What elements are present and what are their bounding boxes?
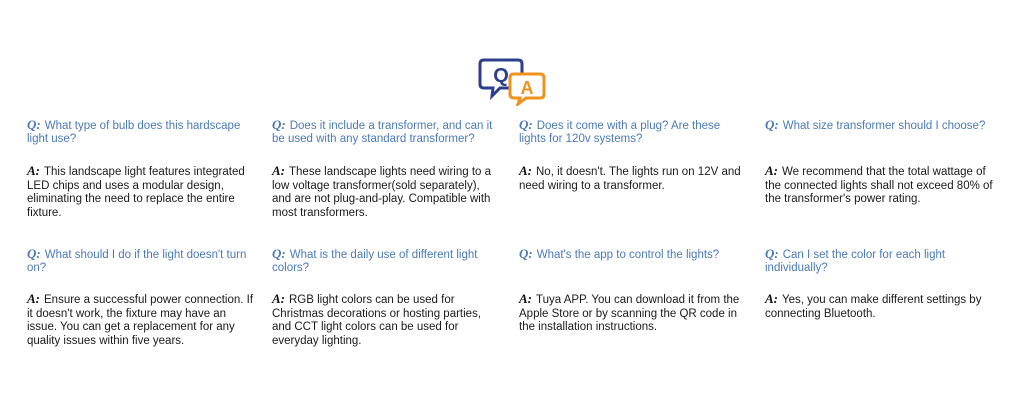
question-marker: Q: (27, 246, 41, 261)
faq-item-2 (272, 118, 500, 218)
faq-answer (272, 292, 500, 348)
faq-question (765, 118, 993, 133)
faq-question (519, 247, 747, 262)
faq-answer (765, 292, 993, 321)
answer-text: RGB light colors can be used for Christmas decorations or hosting parties, and CCT light colors can be used for everyday lighting. (272, 294, 482, 347)
faq-answer (519, 292, 747, 335)
question-marker: Q: (272, 246, 286, 261)
answer-marker: A: (27, 163, 40, 178)
qa-speech-bubbles-icon (478, 56, 548, 106)
logo-q-letter: Q (493, 65, 509, 87)
answer-text: No, it doesn't. The lights run on 12V and need wiring to a transformer. (519, 166, 741, 192)
question-marker: Q: (765, 246, 779, 261)
faq-question (272, 118, 500, 146)
answer-text: This landscape light features integrated LED chips and uses a modular design, eliminating the need to replace the entire fixture. (27, 166, 245, 219)
question-marker: Q: (519, 117, 533, 132)
answer-text: Tuya APP. You can download it from the Apple Store or by scanning the QR code in the installation instructions. (519, 294, 740, 333)
faq-question (27, 118, 255, 146)
question-text: What is the daily use of different light colors? (272, 249, 478, 274)
faq-question (272, 247, 500, 275)
question-text: Does it include a transformer, and can it be used with any standard transformer? (272, 120, 493, 145)
question-text: Does it come with a plug? Are these lights for 120v systems? (519, 120, 721, 145)
faq-answer (519, 164, 747, 193)
faq-question (519, 118, 747, 146)
question-marker: Q: (765, 117, 779, 132)
answer-text: These landscape lights need wiring to a low voltage transformer(sold separately), and are not plug-and-play. Compatible with most transformers. (272, 166, 492, 219)
answer-marker: A: (765, 163, 778, 178)
faq-answer (272, 164, 500, 220)
question-text: What type of bulb does this hardscape light use? (27, 120, 241, 145)
answer-marker: A: (519, 163, 532, 178)
answer-marker: A: (519, 291, 532, 306)
question-text: What's the app to control the lights? (536, 249, 720, 261)
question-marker: Q: (519, 246, 533, 261)
faq-answer (27, 164, 255, 220)
answer-text: We recommend that the total wattage of the connected lights shall not exceed 80% of the transformer's power rating. (765, 166, 993, 205)
answer-marker: A: (27, 291, 40, 306)
answer-text: Yes, you can make different settings by connecting Bluetooth. (765, 294, 982, 320)
answer-marker: A: (765, 291, 778, 306)
question-text: Can I set the color for each light individually? (765, 249, 946, 274)
faq-item-5 (27, 247, 255, 357)
question-text: What should I do if the light doesn't turn on? (27, 249, 247, 274)
faq-answer (765, 164, 993, 207)
faq-item-6 (272, 247, 500, 357)
question-marker: Q: (272, 117, 286, 132)
faq-answer (27, 292, 255, 348)
answer-marker: A: (272, 163, 285, 178)
answer-marker: A: (272, 291, 285, 306)
question-marker: Q: (27, 117, 41, 132)
faq-question (765, 247, 993, 275)
answer-text: Ensure a successful power connection. If it doesn't work, the fixture may have an issue. You can get a replacement for any quality issues within five years. (27, 294, 254, 347)
faq-item-4 (765, 118, 993, 218)
faq-item-3 (519, 118, 747, 218)
faq-question (27, 247, 255, 275)
logo-a-letter: A (520, 78, 534, 98)
question-text: What size transformer should I choose? (782, 120, 986, 132)
faq-item-7 (519, 247, 747, 357)
faq-item-1 (27, 118, 255, 218)
faq-item-8 (765, 247, 993, 357)
